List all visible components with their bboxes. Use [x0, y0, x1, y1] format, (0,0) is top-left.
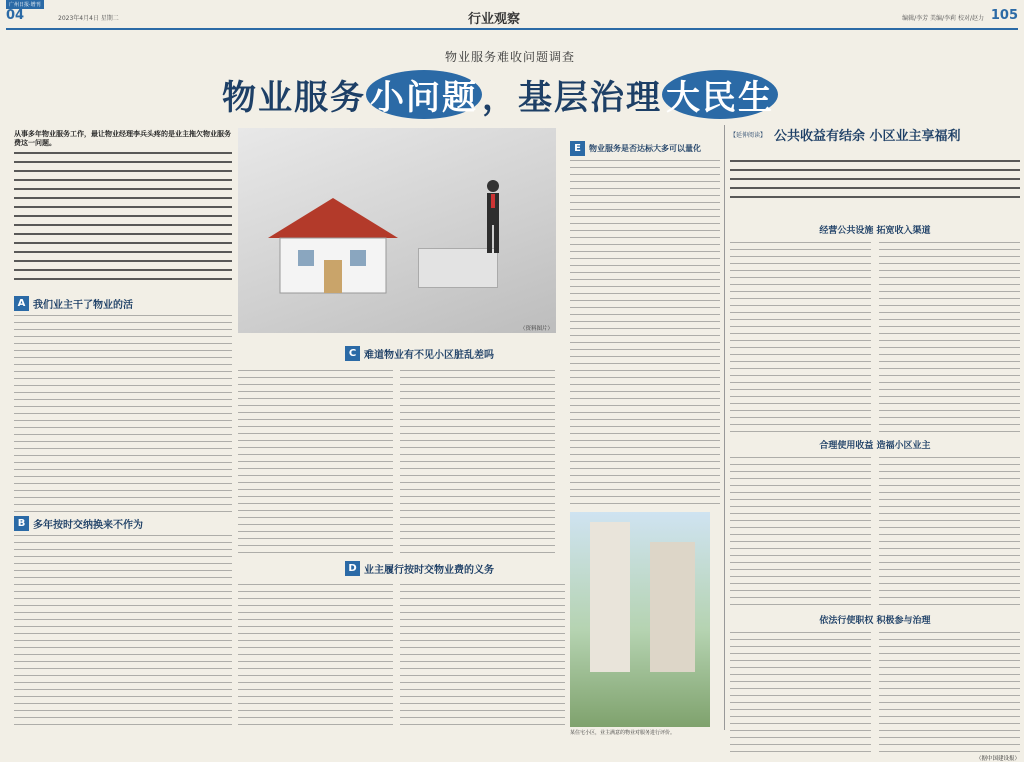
sidebar-label: 【延伸阅读】 — [730, 132, 767, 139]
section-a-letter: A — [14, 296, 29, 311]
section-c-text-col1 — [238, 370, 393, 555]
sidebar-subhead-1: 经营公共设施 拓宽收入渠道 — [819, 226, 931, 236]
section-e — [570, 140, 720, 505]
left-page-number: 04 — [6, 8, 25, 23]
residential-photo-caption: 某住宅小区，业主满意的物业对服务进行评价。 — [570, 730, 676, 736]
sidebar-article — [730, 125, 1020, 762]
section-c-letter: C — [345, 346, 360, 361]
section-b-letter: B — [14, 516, 29, 531]
section-d-letter: D — [345, 561, 360, 576]
headline-part-3: ，基层治理 — [482, 78, 662, 118]
sidebar-footer: （据中国建设报） — [975, 756, 1020, 762]
section-d-title: 业主履行按时交物业费的义务 — [364, 564, 494, 576]
section-a — [14, 295, 232, 515]
sidebar-block-2 — [730, 457, 1020, 607]
section-e-text — [570, 160, 720, 505]
sidebar-title: 公共收益有结余 小区业主享福利 — [774, 129, 961, 144]
section-d-text-col2 — [400, 584, 565, 729]
headline-part-4: 大民生 — [662, 70, 778, 119]
sidebar-block-2-col2 — [879, 457, 1020, 607]
issue-date: 2023年4月4日 星期二 — [58, 15, 119, 22]
section-d-heading — [345, 560, 555, 576]
section-d-text-col1 — [238, 584, 393, 729]
headline-part-1: 物业服务 — [222, 78, 366, 118]
sidebar-subhead-3: 依法行使职权 积极参与治理 — [819, 616, 931, 626]
section-name: 行业观察 — [468, 12, 521, 27]
column-divider — [724, 125, 725, 730]
residential-photo — [570, 512, 710, 727]
section-b — [14, 515, 232, 725]
section-e-letter: E — [570, 141, 585, 156]
section-e-title: 物业服务是否达标大多可以量化 — [589, 143, 701, 153]
section-e-heading — [570, 140, 720, 156]
publication-tag: 广州日报·增刊 — [6, 0, 44, 9]
sidebar-lead-text — [730, 160, 1020, 205]
section-a-title: 我们业主干了物业的活 — [33, 299, 133, 311]
article-kicker: 物业服务难收问题调查 — [444, 50, 575, 64]
section-c-heading — [345, 345, 555, 361]
sidebar-block-1-col2 — [879, 242, 1020, 432]
sidebar-block-3 — [730, 632, 1020, 752]
house-model-icon — [258, 188, 408, 298]
sidebar-block-3-col2 — [879, 632, 1020, 752]
article-photo — [238, 128, 556, 333]
section-c-title: 难道物业有不见小区脏乱差吗 — [364, 349, 494, 361]
section-b-heading — [14, 515, 232, 531]
headline-part-2: 小问题 — [366, 70, 482, 119]
article-headline — [150, 70, 850, 119]
sidebar-block-1-col1 — [730, 242, 871, 432]
building-left — [590, 522, 630, 672]
sidebar-block-3-col1 — [730, 632, 871, 752]
sidebar-block-1 — [730, 242, 1020, 432]
section-c-text-col2 — [400, 370, 555, 555]
lead-text-block — [14, 152, 232, 282]
section-a-text — [14, 315, 232, 515]
editors-credit: 编辑/李芳 美编/李莉 校对/赵力 — [902, 15, 984, 22]
building-right — [650, 542, 695, 672]
section-b-title: 多年按时交纳换来不作为 — [33, 519, 143, 531]
lead-first-sentence: 从事多年物业服务工作，最让物业经理李兵头疼的是业主拖欠物业服务费这一问题。 — [14, 130, 231, 147]
sidebar-subhead-2: 合理使用收益 造福小区业主 — [819, 441, 931, 451]
businessman-figure-icon — [478, 178, 508, 258]
sidebar-header — [730, 125, 1020, 144]
section-b-text — [14, 535, 232, 725]
article-lead — [14, 130, 232, 290]
sidebar-block-2-col1 — [730, 457, 871, 607]
section-d — [345, 560, 555, 576]
photo-caption: （资料图片） — [520, 326, 554, 332]
section-c — [345, 345, 555, 361]
section-a-heading — [14, 295, 232, 311]
right-page-number: 105 — [990, 8, 1018, 23]
